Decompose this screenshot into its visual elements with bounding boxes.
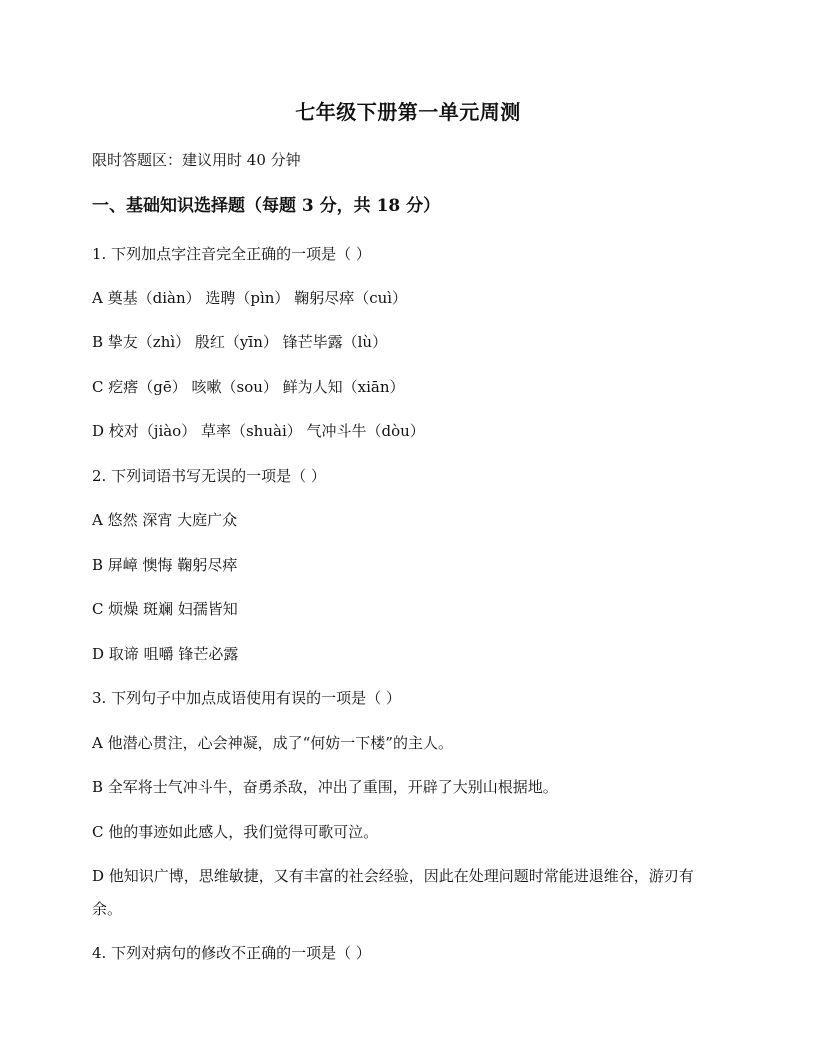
section-heading-1: 一、基础知识选择题（每题 3 分，共 18 分）	[92, 196, 441, 216]
question-2-option-d: D 取谛 咀嚼 锋芒必露	[92, 645, 239, 663]
question-2-option-a: A 悠然 深宵 大庭广众	[92, 511, 238, 529]
question-2-stem: 2. 下列词语书写无误的一项是（ ）	[92, 467, 326, 485]
question-2-option-c: C 烦燥 斑斓 妇孺皆知	[92, 600, 238, 618]
question-1-option-c: C 疙瘩（gē） 咳嗽（sou） 鲜为人知（xiān）	[92, 378, 405, 396]
page-title: 七年级下册第一单元周测	[295, 100, 521, 124]
question-1-option-b: B 挚友（zhì） 殷红（yīn） 锋芒毕露（lù）	[92, 333, 388, 351]
question-3-option-d: D 他知识广博，思维敏捷，又有丰富的社会经验，因此在处理问题时常能进退维谷，游刃有余。	[92, 867, 694, 918]
time-limit-note: 限时答题区：建议用时 40 分钟	[92, 151, 301, 169]
question-3-option-b: B 全军将士气冲斗牛，奋勇杀敌，冲出了重围，开辟了大别山根据地。	[92, 778, 558, 796]
question-4-stem: 4. 下列对病句的修改不正确的一项是（ ）	[92, 944, 371, 962]
question-1-option-a: A 奠基（diàn） 选聘（pìn） 鞠躬尽瘁（cuì）	[92, 289, 408, 307]
question-3-stem: 3. 下列句子中加点成语使用有误的一项是（ ）	[92, 689, 401, 707]
question-1-option-d: D 校对（jiào） 草率（shuài） 气冲斗牛（dòu）	[92, 422, 425, 440]
question-3-option-c: C 他的事迹如此感人，我们觉得可歌可泣。	[92, 823, 379, 841]
question-1-stem: 1. 下列加点字注音完全正确的一项是（ ）	[92, 245, 371, 263]
question-2-option-b: B 屏嶂 懊悔 鞠躬尽瘁	[92, 556, 238, 574]
question-3-option-a: A 他潜心贯注，心会神凝，成了“何妨一下楼”的主人。	[92, 734, 453, 752]
